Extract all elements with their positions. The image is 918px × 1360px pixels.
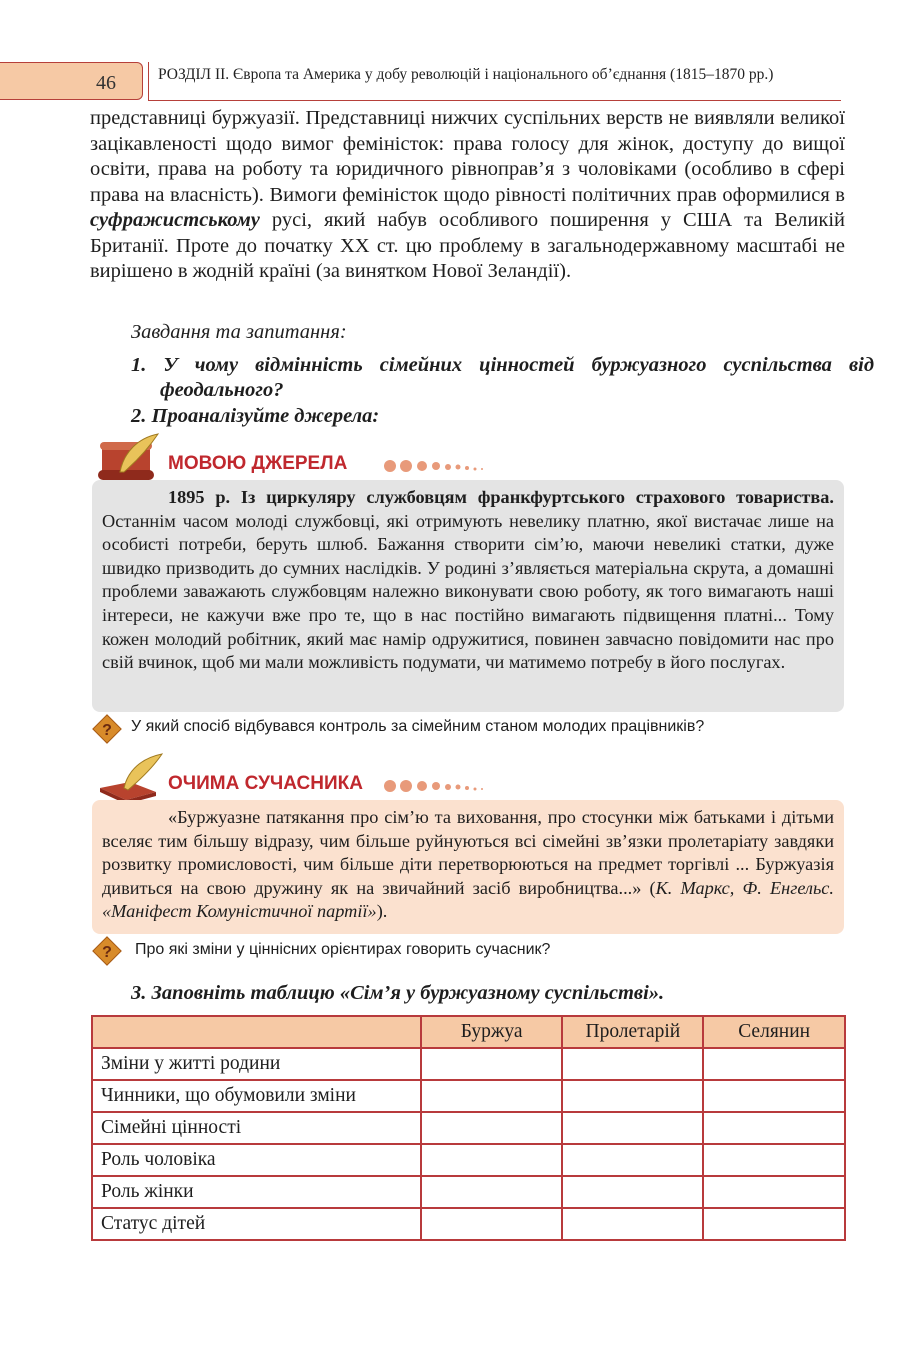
row-label: Чинники, що обумовили зміни bbox=[92, 1080, 421, 1112]
table-row bbox=[92, 1048, 845, 1080]
empty-cell[interactable] bbox=[703, 1112, 845, 1144]
intro-text-1: представниці буржуазії. Представниці нижчих суспільних верств не виявляли великої зацікавленості щодо вимог феміністок: права голосу для жінок, доступу до вищої освіти, права на роботу та юридичного рівноправ’я з чоловіками (особливо в сфері права на власність). Вимоги феміністок щодо рівності політичних прав оформилися в bbox=[90, 107, 845, 206]
table-header-cell bbox=[92, 1016, 421, 1048]
row-label: Роль чоловіка bbox=[92, 1144, 421, 1176]
source1-text bbox=[102, 486, 834, 675]
question-3: 3. Заповніть таблицю «Сім’я у буржуазному суспільстві». bbox=[131, 982, 665, 1004]
row-label: Зміни у житті родини bbox=[92, 1048, 421, 1080]
source1-body: Останнім часом молоді службовці, які отримують невелику платню, якої вистачає лише на особисті потреби, беруть шлюб. Бажання створити сім’ю, маючи невеликі статки, дуже швидко призводить до сумних наслідків. У родині з’являється матеріальна скрута, а домашні проблеми заважають службовцям належно виконувати свою роботу, як того вимагають наші інтереси, не кажучи вже про те, що в нас постійно вимагають підвищення платні... Тому кожен молодий робітник, який має намір одружитися, повинен завчасно повідомити нас про свій вчинок, щоб ми мали можливість подумати, чи матимемо потребу в його послугах. bbox=[102, 510, 834, 673]
page-number-tab bbox=[0, 62, 143, 100]
intro-text-2: русі, який набув особливого поширення у США та Великій Британії. Проте до початку ХХ ст. цю проблему в загальнодержавному масштабі не вирішено в жодній країні (за винятком Нової Зеландії). bbox=[90, 209, 845, 282]
table-header-cell: Пролетарій bbox=[562, 1016, 703, 1048]
table-row bbox=[92, 1144, 845, 1176]
source2-body: «Буржуазне патякання про сім’ю та виховання, про стосунки між батьками і дітьми вселяє тим більшу відразу, чим більше руйнуються всі сімейні зв’язки пролетаріату завдяки розвитку промисловості, чим більше діти перетворюються на предмет торгівлі ... Буржуазія дивиться на свою дружину як на звичайний засіб виробництва...» ( bbox=[102, 807, 834, 898]
table-row bbox=[92, 1112, 845, 1144]
empty-cell[interactable] bbox=[562, 1176, 703, 1208]
intro-term: суфражистському bbox=[90, 209, 260, 231]
family-table bbox=[91, 1015, 846, 1241]
empty-cell[interactable] bbox=[703, 1144, 845, 1176]
empty-cell[interactable] bbox=[421, 1208, 563, 1240]
question-diamond-icon bbox=[92, 714, 122, 744]
question-2: 2. Проаналізуйте джерела: bbox=[131, 405, 380, 427]
svg-text:?: ? bbox=[102, 944, 112, 961]
empty-cell[interactable] bbox=[421, 1080, 563, 1112]
table-row bbox=[92, 1176, 845, 1208]
empty-cell[interactable] bbox=[703, 1208, 845, 1240]
table-header-cell: Селянин bbox=[703, 1016, 845, 1048]
table-row bbox=[92, 1080, 845, 1112]
source1-lead: 1895 р. Із циркуляру службовцям франкфуртського страхового товариства. bbox=[168, 487, 834, 507]
running-title: РОЗДІЛ ІІ. Європа та Америка у добу революцій і національного об’єднання (1815–1870 рр.) bbox=[158, 66, 774, 83]
source2-text bbox=[102, 806, 834, 924]
empty-cell[interactable] bbox=[562, 1208, 703, 1240]
source1-box bbox=[92, 480, 844, 712]
empty-cell[interactable] bbox=[703, 1048, 845, 1080]
source2-title: ОЧИМА СУЧАСНИКА bbox=[168, 773, 363, 794]
flower-ornament-icon bbox=[382, 778, 492, 794]
source2-end: ). bbox=[376, 901, 388, 922]
intro-paragraph bbox=[90, 106, 845, 285]
table-row bbox=[92, 1208, 845, 1240]
table-header-row bbox=[92, 1016, 845, 1048]
row-label: Статус дітей bbox=[92, 1208, 421, 1240]
row-label: Роль жінки bbox=[92, 1176, 421, 1208]
source1-question: У який спосіб відбувався контроль за сімейним станом молодих працівників? bbox=[131, 718, 705, 735]
empty-cell[interactable] bbox=[421, 1048, 563, 1080]
empty-cell[interactable] bbox=[421, 1176, 563, 1208]
source2-question: Про які зміни у ціннісних орієнтирах говорить сучасник? bbox=[135, 941, 551, 958]
empty-cell[interactable] bbox=[421, 1144, 563, 1176]
question-diamond-icon bbox=[92, 936, 122, 966]
table-header-cell: Буржуа bbox=[421, 1016, 563, 1048]
empty-cell[interactable] bbox=[562, 1048, 703, 1080]
empty-cell[interactable] bbox=[562, 1080, 703, 1112]
empty-cell[interactable] bbox=[421, 1112, 563, 1144]
quill-scroll-icon bbox=[94, 432, 166, 484]
empty-cell[interactable] bbox=[562, 1112, 703, 1144]
tasks-heading: Завдання та запитання: bbox=[131, 321, 347, 343]
source1-title: МОВОЮ ДЖЕРЕЛА bbox=[168, 453, 348, 474]
flower-ornament-icon bbox=[382, 458, 492, 474]
source2-citation: К. Маркс, Ф. Енгельс. «Маніфест Комуністичної партії» bbox=[102, 877, 834, 922]
empty-cell[interactable] bbox=[562, 1144, 703, 1176]
empty-cell[interactable] bbox=[703, 1176, 845, 1208]
svg-text:?: ? bbox=[102, 722, 112, 739]
question-1: 1. У чому відмінність сімейних цінностей буржуазного суспільства від феодального? bbox=[131, 354, 874, 401]
empty-cell[interactable] bbox=[703, 1080, 845, 1112]
page-number: 46 bbox=[96, 72, 116, 94]
source2-box bbox=[92, 800, 844, 934]
row-label: Сімейні цінності bbox=[92, 1112, 421, 1144]
